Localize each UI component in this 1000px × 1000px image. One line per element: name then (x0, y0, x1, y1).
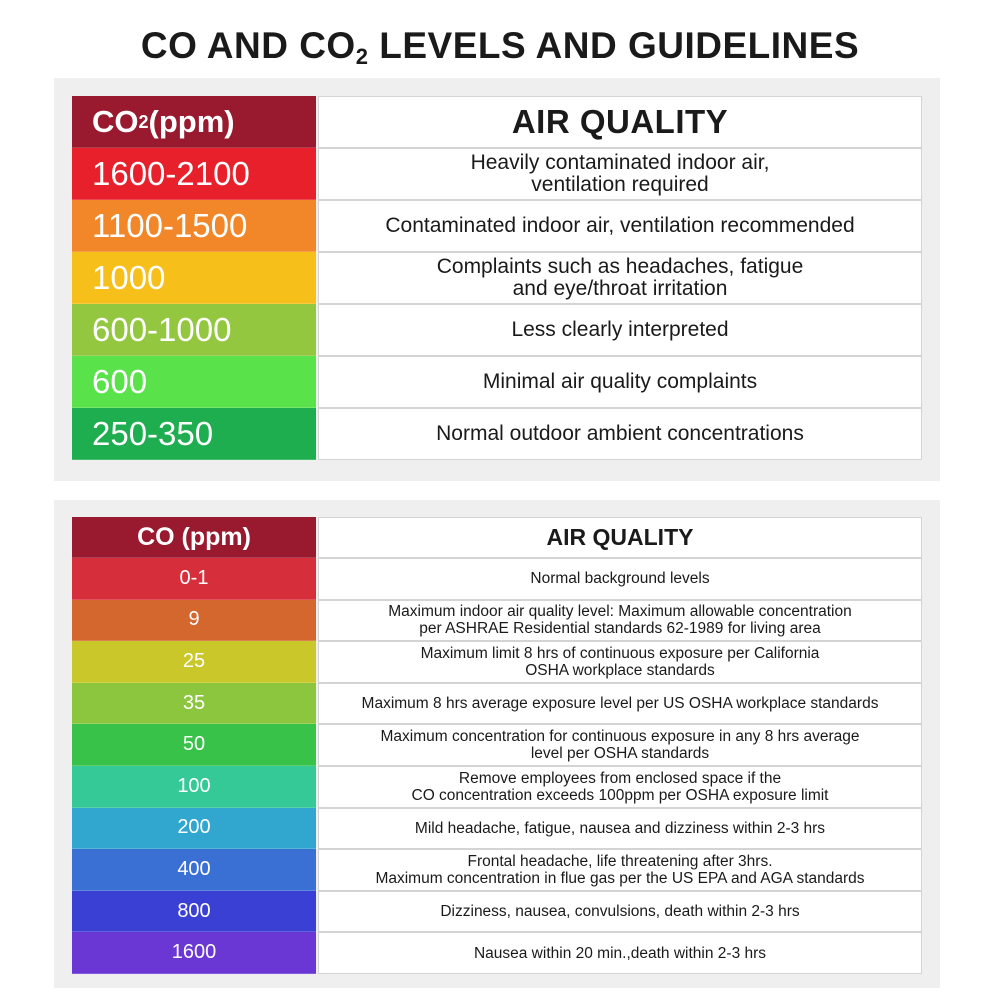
co-description-line: OSHA workplace standards (525, 661, 715, 679)
co-level-cell: 0-1 (72, 558, 316, 600)
co-description-line: Frontal headache, life threatening after 3hrs. (467, 852, 773, 870)
co-table-row (72, 849, 922, 891)
co-level-cell: 800 (72, 891, 316, 933)
co-table-row (72, 558, 922, 600)
co2-header-level: CO 2 (ppm) (72, 96, 316, 148)
co-air-quality-cell (318, 932, 922, 974)
co2-description-line: Heavily contaminated indoor air, (470, 151, 770, 174)
co-header-level: CO (ppm) (72, 517, 316, 558)
co2-level-cell: 250-350 (72, 408, 316, 460)
co2-table-row (72, 408, 922, 460)
co-table-row (72, 932, 922, 974)
co2-description-line: Normal outdoor ambient concentrations (436, 422, 804, 445)
co-description-line: per ASHRAE Residential standards 62-1989 for living area (419, 620, 821, 638)
co2-description-line: Complaints such as headaches, fatigue (436, 255, 804, 278)
co-air-quality-cell (318, 558, 922, 600)
co-level-cell: 50 (72, 724, 316, 766)
co-air-quality-cell (318, 808, 922, 850)
co-description-line: Normal background levels (530, 570, 710, 588)
co-description-line: Maximum indoor air quality level: Maximum allowable concentration (388, 603, 852, 621)
co-level-cell: 1600 (72, 932, 316, 974)
co2-level-cell: 1000 (72, 252, 316, 304)
co2-air-quality-cell (318, 356, 922, 408)
co-level-cell: 25 (72, 641, 316, 683)
co2-description-line: Contaminated indoor air, ventilation recommended (385, 214, 855, 237)
co-panel (54, 500, 940, 988)
co2-level-cell: 1600-2100 (72, 148, 316, 200)
co-table-row (72, 808, 922, 850)
co-air-quality-cell (318, 600, 922, 642)
co2-level-cell: 600-1000 (72, 304, 316, 356)
page-title: CO AND $CO_2$ LEVELS AND GUIDELINES (140, 25, 860, 69)
co2-table-row (72, 252, 922, 304)
co-description-line: Dizziness, nausea, convulsions, death within 2-3 hrs (440, 903, 800, 921)
co-table-row (72, 724, 922, 766)
co2-description-line: and eye/throat irritation (512, 277, 728, 300)
co-table-row (72, 683, 922, 725)
co2-air-quality-cell (318, 408, 922, 460)
co-header-air-quality: AIR QUALITY (318, 517, 922, 558)
co-table-row (72, 641, 922, 683)
co2-air-quality-cell (318, 200, 922, 252)
co-table-row (72, 600, 922, 642)
co-description-line: Maximum 8 hrs average exposure level per US OSHA workplace standards (361, 695, 879, 713)
co-level-cell: 400 (72, 849, 316, 891)
co-description-line: Nausea within 20 min.,death within 2-3 hrs (473, 944, 767, 962)
co-description-line: Maximum limit 8 hrs of continuous exposure per California (420, 644, 820, 662)
co-air-quality-cell (318, 724, 922, 766)
co2-air-quality-cell (318, 304, 922, 356)
co2-level-cell: 600 (72, 356, 316, 408)
co2-level-cell: 1100-1500 (72, 200, 316, 252)
co-description-line: Maximum concentration in flue gas per the US EPA and AGA standards (375, 869, 865, 887)
co-air-quality-cell (318, 641, 922, 683)
co2-air-quality-cell (318, 252, 922, 304)
co2-table (72, 96, 922, 460)
co-level-cell: 9 (72, 600, 316, 642)
co2-table-row (72, 356, 922, 408)
co-description-line: level per OSHA standards (530, 745, 710, 763)
co-table-header (72, 517, 922, 558)
co2-table-row (72, 148, 922, 200)
co2-description-line: Minimal air quality complaints (482, 370, 758, 393)
co-description-line: CO concentration exceeds 100ppm per OSHA exposure limit (411, 786, 829, 804)
co-table (72, 517, 922, 974)
co-air-quality-cell (318, 891, 922, 933)
co-level-cell: 200 (72, 808, 316, 850)
co2-description-line: Less clearly interpreted (511, 318, 729, 341)
co-air-quality-cell (318, 849, 922, 891)
co2-air-quality-cell (318, 148, 922, 200)
co2-table-header (72, 96, 922, 148)
co2-description-line: ventilation required (531, 173, 709, 196)
co-description-line: Maximum concentration for continuous exposure in any 8 hrs average (380, 728, 860, 746)
co2-panel (54, 78, 940, 481)
co2-header-air-quality: AIR QUALITY (318, 96, 922, 148)
co-table-row (72, 891, 922, 933)
co-air-quality-cell (318, 683, 922, 725)
co2-table-row (72, 304, 922, 356)
co-level-cell: 100 (72, 766, 316, 808)
co-air-quality-cell (318, 766, 922, 808)
co-level-cell: 35 (72, 683, 316, 725)
co2-table-row (72, 200, 922, 252)
co-table-row (72, 766, 922, 808)
co-description-line: Remove employees from enclosed space if the (458, 769, 782, 787)
co-description-line: Mild headache, fatigue, nausea and dizziness within 2-3 hrs (414, 819, 826, 837)
